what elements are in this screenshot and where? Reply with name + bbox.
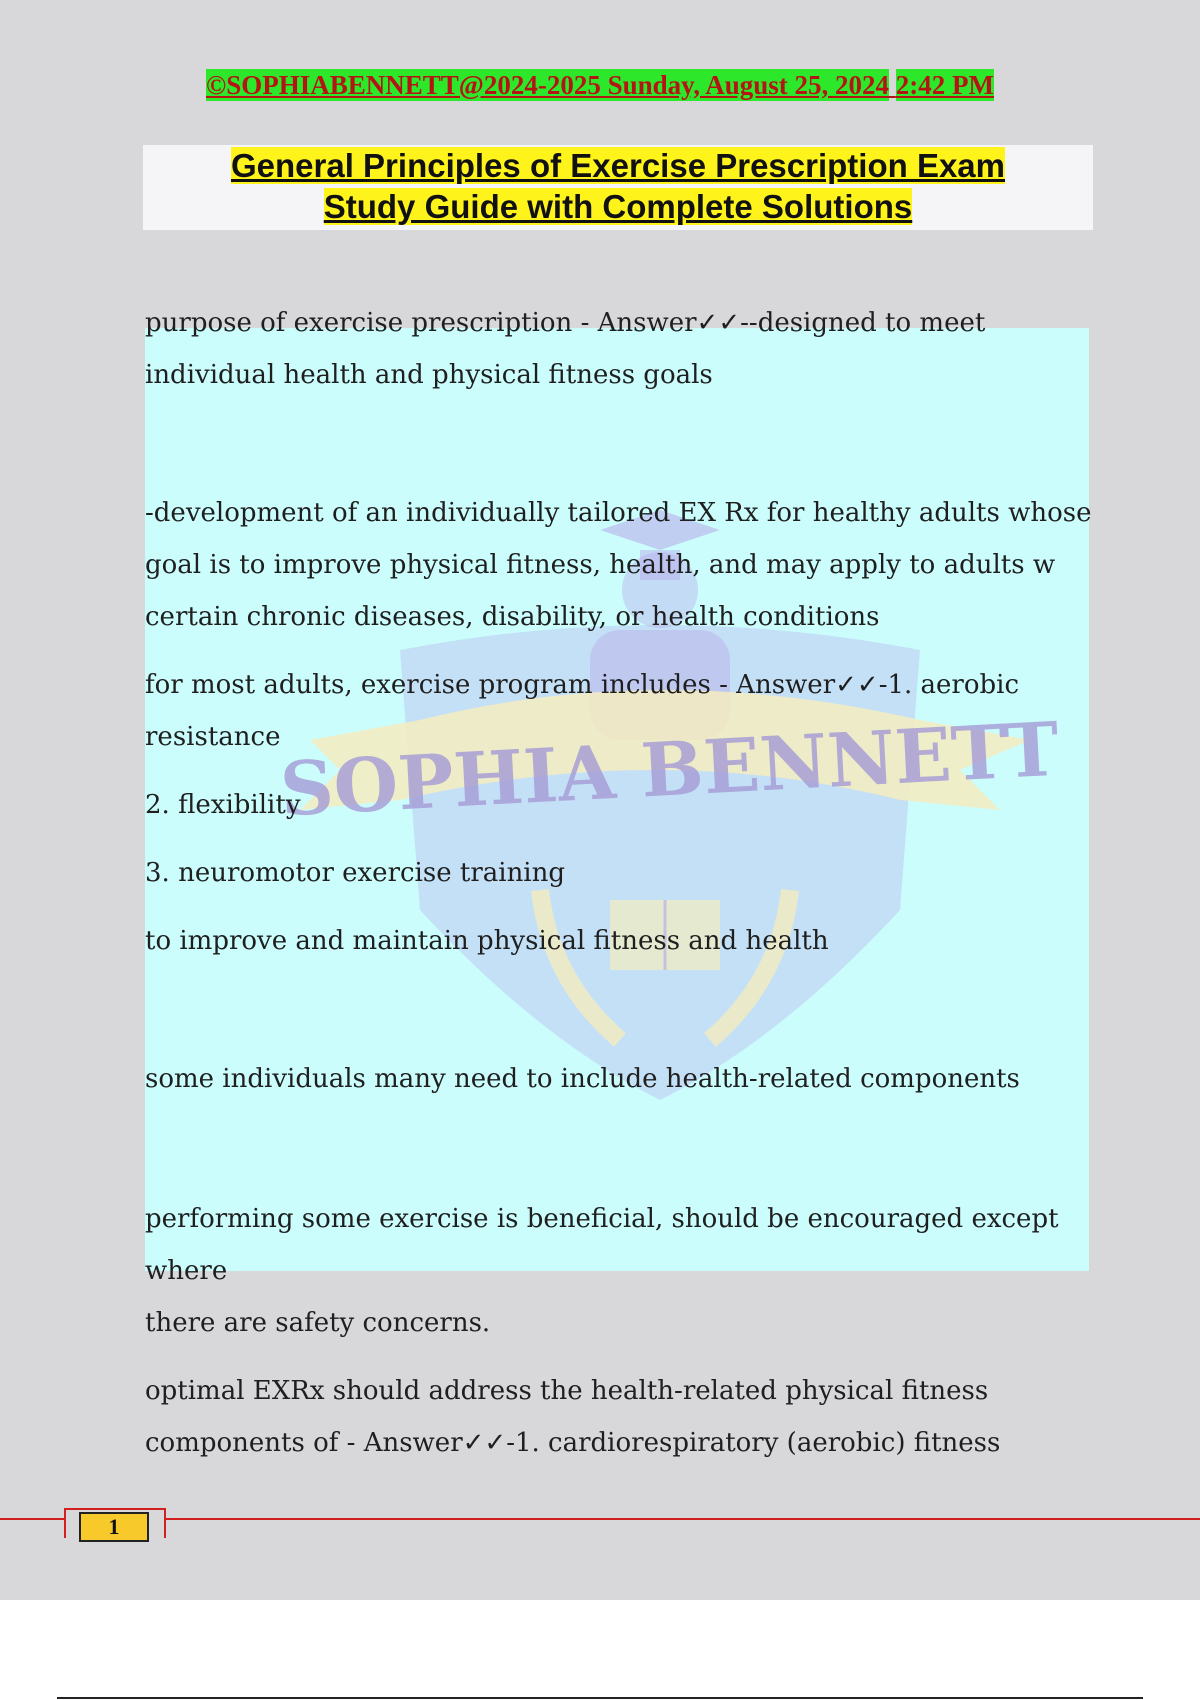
- title-line-1: [143, 145, 1093, 186]
- paragraph: resistance: [145, 722, 281, 752]
- next-page-top-rule: [57, 1697, 1143, 1699]
- blank-line: [145, 1105, 1095, 1193]
- page-number: 1: [79, 1512, 149, 1542]
- paragraph: to improve and maintain physical fitness and health: [145, 926, 829, 956]
- paragraph: individual health and physical fitness goals: [145, 360, 713, 390]
- document-body: [145, 297, 1095, 1469]
- title-box: [143, 145, 1093, 230]
- paragraph: there are safety concerns.: [145, 1308, 491, 1338]
- paragraph: -development of an individually tailored EX Rx for healthy adults whose: [145, 498, 1092, 528]
- paragraph: 2. flexibility: [145, 790, 301, 820]
- title-text-1: General Principles of Exercise Prescription Exam: [230, 147, 1006, 184]
- blank-line: [145, 967, 1095, 1053]
- paragraph: some individuals many need to include health-related components: [145, 1064, 1020, 1094]
- paragraph: performing some exercise is beneficial, should be encouraged except where: [145, 1204, 1059, 1286]
- title-text-2: Study Guide with Complete Solutions: [323, 188, 913, 225]
- paragraph: components of - Answer✓✓-1. cardiorespiratory (aerobic) fitness: [145, 1428, 1001, 1458]
- watermark-text: SOPHIA BENNETT: [278, 706, 1061, 834]
- footer-rule: [0, 1518, 1200, 1520]
- paragraph: goal is to improve physical fitness, health, and may apply to adults w: [145, 550, 1056, 580]
- paragraph: for most adults, exercise program includes - Answer✓✓-1. aerobic: [145, 670, 1020, 700]
- header-time: 2:42 PM: [895, 70, 994, 100]
- copyright-header: [0, 70, 1200, 101]
- paragraph: optimal EXRx should address the health-related physical fitness: [145, 1376, 989, 1406]
- title-line-2: [143, 186, 1093, 227]
- paragraph: certain chronic diseases, disability, or health conditions: [145, 602, 880, 632]
- header-copyright-date: ©SOPHIABENNETT@2024-2025 Sunday, August 25, 2024: [206, 70, 889, 100]
- blank-line: [145, 401, 1095, 487]
- paragraph: purpose of exercise prescription - Answer✓✓--designed to meet: [145, 308, 986, 338]
- paragraph: 3. neuromotor exercise training: [145, 858, 566, 888]
